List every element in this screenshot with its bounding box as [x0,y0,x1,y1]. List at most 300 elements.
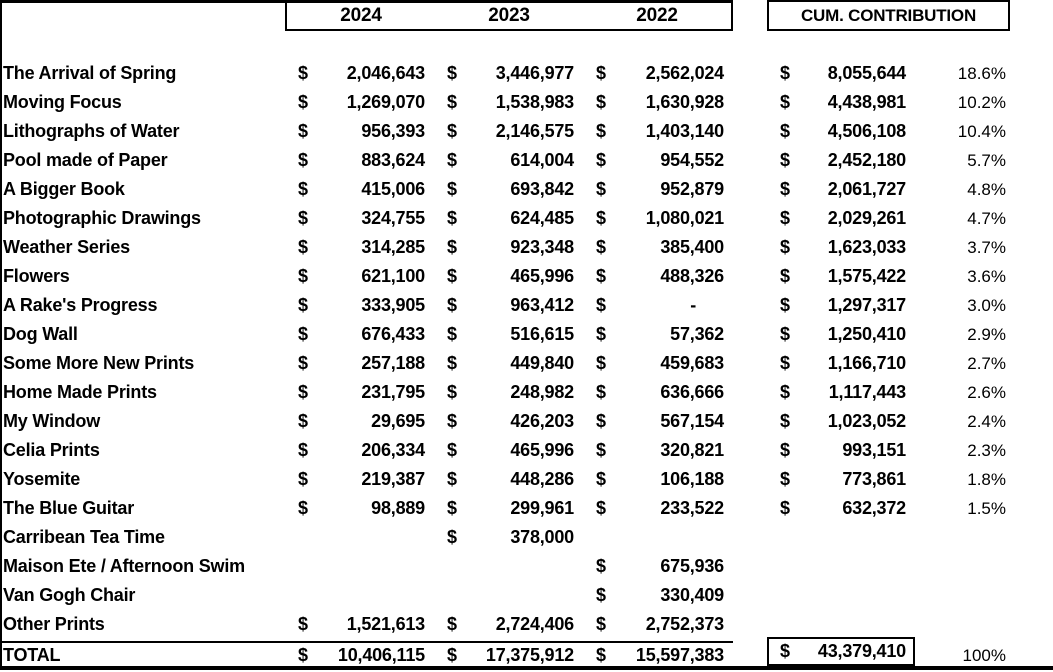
currency-symbol: $ [596,382,606,402]
cell-cum[interactable] [767,262,915,291]
cell-2024[interactable] [285,233,434,262]
cell-value: 465,996 [510,266,574,286]
cell-cum[interactable] [767,436,915,465]
currency-symbol: $ [298,266,308,286]
cell-value: 15,597,383 [635,645,724,665]
cell-label[interactable] [0,175,285,204]
table-row [0,581,1053,610]
currency-symbol: $ [596,121,606,141]
cell-pct[interactable] [915,610,1010,639]
currency-symbol: $ [298,440,308,460]
cell-2024[interactable] [285,320,434,349]
cell-value: 1,080,021 [645,208,724,228]
cell-2023[interactable] [434,494,583,523]
table-row [0,59,1053,88]
cell-label[interactable] [0,204,285,233]
cell-cum[interactable] [767,291,915,320]
cell-2024[interactable] [285,291,434,320]
cell-label[interactable] [0,581,285,610]
cell-label[interactable] [0,320,285,349]
currency-symbol: $ [298,121,308,141]
cell-value: 320,821 [660,440,724,460]
cell-2022[interactable] [583,643,733,668]
cell-value: 676,433 [361,324,425,344]
cum-contribution-header[interactable]: CUM. CONTRIBUTION [767,0,1010,31]
cell-pct[interactable] [915,643,1010,668]
cell-value: 29,695 [371,411,425,431]
cell-2022[interactable] [583,494,733,523]
cell-value: 636,666 [660,382,724,402]
cell-2024[interactable] [285,407,434,436]
pct-value: 2.3% [967,440,1006,460]
currency-symbol: $ [447,63,457,83]
cell-value: 10,406,115 [337,645,425,665]
cell-2023[interactable] [434,436,583,465]
cell-2023[interactable] [434,523,583,552]
cell-value: 624,485 [510,208,574,228]
cell-2024[interactable] [285,349,434,378]
currency-symbol: $ [447,208,457,228]
cell-label[interactable] [0,88,285,117]
margin-cell [1010,349,1053,378]
currency-symbol: $ [298,645,308,665]
cell-2022[interactable] [583,146,733,175]
cell-pct[interactable] [915,117,1010,146]
cell-value: - [690,295,696,315]
cell-2024[interactable] [285,146,434,175]
cell-pct[interactable] [915,320,1010,349]
margin-cell [1010,523,1053,552]
row-label: Photographic Drawings [3,208,201,228]
gap-cell [733,465,767,494]
row-label: Weather Series [3,237,130,257]
cell-2022[interactable] [583,552,733,581]
pct-value: 3.6% [967,266,1006,286]
cell-cum[interactable] [767,523,915,552]
cell-value: 448,286 [510,469,574,489]
row-label: Flowers [3,266,70,286]
cell-2023[interactable] [434,233,583,262]
cell-cum[interactable] [767,88,915,117]
gap-cell [733,581,767,610]
pct-value: 100% [962,645,1006,665]
row-label: Dog Wall [3,324,78,344]
cell-value: 632,372 [842,498,906,518]
cell-value: 248,982 [510,382,574,402]
cell-value: 773,861 [842,469,906,489]
pct-value: 2.9% [967,324,1006,344]
cell-2023[interactable] [434,320,583,349]
cell-2023[interactable] [434,262,583,291]
cell-value: 952,879 [660,179,724,199]
currency-symbol: $ [780,237,790,257]
currency-symbol: $ [447,411,457,431]
cell-2022[interactable] [583,436,733,465]
cell-cum[interactable] [767,552,915,581]
cell-cum[interactable] [767,320,915,349]
gap-cell [733,59,767,88]
margin-cell [1010,291,1053,320]
cell-2022[interactable] [583,59,733,88]
cell-value: 1,521,613 [346,614,425,634]
gap-cell [733,175,767,204]
cell-value: 465,996 [510,440,574,460]
cell-2022[interactable] [583,320,733,349]
currency-symbol: $ [298,295,308,315]
currency-symbol: $ [447,179,457,199]
currency-symbol: $ [298,92,308,112]
rows [0,59,1053,639]
cell-cum[interactable] [767,117,915,146]
cell-value: 1,023,052 [827,411,906,431]
cell-2024[interactable] [285,610,434,639]
year-header-2022[interactable]: 2022 [636,4,678,26]
currency-symbol: $ [780,498,790,518]
cell-2023[interactable] [434,59,583,88]
cell-2024[interactable] [285,552,434,581]
cell-2023[interactable] [434,610,583,639]
currency-symbol: $ [780,324,790,344]
cell-value: 2,046,643 [346,63,425,83]
gap-cell [733,291,767,320]
gap-cell [733,320,767,349]
cell-2023[interactable] [434,407,583,436]
cell-value: 2,029,261 [827,208,906,228]
pct-value: 1.8% [967,469,1006,489]
cell-2023[interactable] [434,117,583,146]
cell-2024[interactable] [285,117,434,146]
margin-cell [1010,436,1053,465]
cell-2024[interactable] [285,204,434,233]
cell-pct[interactable] [915,59,1010,88]
margin-cell [1010,59,1053,88]
currency-symbol: $ [298,614,308,634]
pct-value: 2.4% [967,411,1006,431]
cell-value: 1,623,033 [827,237,906,257]
currency-symbol: $ [298,179,308,199]
cell-value: 516,615 [510,324,574,344]
pct-value: 3.7% [967,237,1006,257]
cell-label[interactable] [0,59,285,88]
cell-pct[interactable] [915,436,1010,465]
cell-2024[interactable] [285,88,434,117]
currency-symbol: $ [596,614,606,634]
currency-symbol: $ [596,585,606,605]
currency-symbol: $ [780,440,790,460]
cell-2024[interactable] [285,378,434,407]
currency-symbol: $ [596,92,606,112]
row-label: Home Made Prints [3,382,157,402]
cell-label[interactable] [0,349,285,378]
cell-value: 449,840 [510,353,574,373]
row-label: My Window [3,411,101,431]
currency-symbol: $ [780,63,790,83]
currency-symbol: $ [298,411,308,431]
cell-value: 385,400 [660,237,724,257]
cell-2022[interactable] [583,610,733,639]
cell-label[interactable] [0,378,285,407]
cell-pct[interactable] [915,552,1010,581]
currency-symbol: $ [596,440,606,460]
currency-symbol: $ [596,150,606,170]
cell-cum[interactable] [767,146,915,175]
cell-pct[interactable] [915,407,1010,436]
cell-2023[interactable] [434,552,583,581]
currency-symbol: $ [298,324,308,344]
cell-value: 963,412 [510,295,574,315]
cell-value: 426,203 [510,411,574,431]
currency-symbol: $ [596,411,606,431]
cell-cum[interactable] [767,204,915,233]
cell-cum[interactable] [767,349,915,378]
cell-2022[interactable] [583,175,733,204]
cell-2022[interactable] [583,378,733,407]
cell-label[interactable] [0,523,285,552]
cell-cum[interactable] [767,59,915,88]
cell-cum[interactable] [767,581,915,610]
cell-2024[interactable] [285,465,434,494]
margin-cell [1010,175,1053,204]
cell-cum[interactable] [767,407,915,436]
cell-pct[interactable] [915,581,1010,610]
margin-cell [1010,262,1053,291]
cell-2022[interactable] [583,233,733,262]
cell-pct[interactable] [915,146,1010,175]
cell-pct[interactable] [915,291,1010,320]
cell-label[interactable] [0,552,285,581]
cell-2024[interactable] [285,59,434,88]
cell-value: 2,724,406 [495,614,574,634]
cell-value: 333,905 [361,295,425,315]
cell-label[interactable] [0,643,285,668]
cell-cum[interactable] [767,494,915,523]
cell-2024[interactable] [285,523,434,552]
currency-symbol: $ [780,179,790,199]
cell-2023[interactable] [434,146,583,175]
cell-label[interactable] [0,610,285,639]
cell-value: 1,250,410 [827,324,906,344]
row-label: Moving Focus [3,92,122,112]
cell-value: 4,438,981 [827,92,906,112]
margin-cell [1010,610,1053,639]
cell-value: 675,936 [660,556,724,576]
cell-2024[interactable] [285,175,434,204]
table-row [0,407,1053,436]
margin-cell [1010,117,1053,146]
cell-label[interactable] [0,233,285,262]
gap-cell [733,407,767,436]
currency-symbol: $ [780,295,790,315]
cell-value: 1,297,317 [827,295,906,315]
cell-cum[interactable] [767,233,915,262]
table-row [0,146,1053,175]
cell-2022[interactable] [583,407,733,436]
cell-2022[interactable] [583,349,733,378]
currency-symbol: $ [298,353,308,373]
margin-cell [1010,88,1053,117]
currency-symbol: $ [596,208,606,228]
cell-2022[interactable] [583,291,733,320]
cell-value: 219,387 [361,469,425,489]
cell-2022[interactable] [583,204,733,233]
cell-label[interactable] [0,146,285,175]
currency-symbol: $ [780,469,790,489]
cell-label[interactable] [0,291,285,320]
currency-symbol: $ [447,353,457,373]
cell-value: 614,004 [510,150,574,170]
row-label: Other Prints [3,614,105,634]
cell-value: 567,154 [660,411,724,431]
currency-symbol: $ [447,121,457,141]
table-row [0,523,1053,552]
cum-total-box[interactable] [767,637,915,666]
gap-cell [733,436,767,465]
year-header-2023[interactable]: 2023 [488,4,530,26]
cell-value: 330,409 [660,585,724,605]
cell-2022[interactable] [583,262,733,291]
cell-value: 956,393 [361,121,425,141]
margin-cell [1010,146,1053,175]
cell-2022[interactable] [583,465,733,494]
gap-cell [733,204,767,233]
cell-value: 415,006 [361,179,425,199]
gap-cell [733,117,767,146]
cell-label[interactable] [0,436,285,465]
cell-value: 378,000 [510,527,574,547]
cell-value: 314,285 [361,237,425,257]
pct-value: 10.2% [957,92,1006,112]
cell-label[interactable] [0,465,285,494]
currency-symbol: $ [447,614,457,634]
table-row [0,436,1053,465]
cell-value: 2,146,575 [495,121,574,141]
cell-label[interactable] [0,117,285,146]
table-row [0,610,1053,639]
currency-symbol: $ [780,150,790,170]
cell-2023[interactable] [434,291,583,320]
cell-2024[interactable] [285,436,434,465]
table-row [0,262,1053,291]
currency-symbol: $ [298,469,308,489]
cell-2023[interactable] [434,349,583,378]
margin-cell [1010,581,1053,610]
cell-value: 17,375,912 [485,645,574,665]
cell-2024[interactable] [285,262,434,291]
currency-symbol: $ [780,208,790,228]
cell-2022[interactable] [583,117,733,146]
row-label: Celia Prints [3,440,100,460]
cell-value: 324,755 [361,208,425,228]
cell-label[interactable] [0,407,285,436]
table-row [0,494,1053,523]
pct-value: 3.0% [967,295,1006,315]
gap-cell [733,610,767,639]
cell-2023[interactable] [434,378,583,407]
cell-2024[interactable] [285,581,434,610]
currency-symbol: $ [780,92,790,112]
currency-symbol: $ [780,353,790,373]
table-row [0,233,1053,262]
currency-symbol: $ [596,237,606,257]
cell-pct[interactable] [915,378,1010,407]
cell-2023[interactable] [434,643,583,668]
cell-2023[interactable] [434,204,583,233]
currency-symbol: $ [780,121,790,141]
cell-cum[interactable] [767,378,915,407]
currency-symbol: $ [447,645,457,665]
currency-symbol: $ [596,353,606,373]
currency-symbol: $ [447,295,457,315]
cell-cum[interactable] [767,175,915,204]
cell-value: 1,630,928 [645,92,724,112]
cell-2023[interactable] [434,581,583,610]
cell-value: 2,452,180 [827,150,906,170]
pct-value: 2.6% [967,382,1006,402]
currency-symbol: $ [298,382,308,402]
margin-cell [1010,643,1053,668]
cell-cum[interactable] [767,465,915,494]
cell-value: 2,562,024 [645,63,724,83]
cell-2024[interactable] [285,643,434,668]
cell-pct[interactable] [915,204,1010,233]
pct-value: 1.5% [967,498,1006,518]
cell-2023[interactable] [434,465,583,494]
row-label: A Rake's Progress [3,295,158,315]
margin-cell [1010,320,1053,349]
cell-2023[interactable] [434,175,583,204]
currency-symbol: $ [447,324,457,344]
gap-cell [733,146,767,175]
cell-value: 4,506,108 [827,121,906,141]
row-label: The Arrival of Spring [3,63,177,83]
cell-2024[interactable] [285,494,434,523]
table-row [0,349,1053,378]
cell-value: 993,151 [842,440,906,460]
table-row [0,175,1053,204]
cell-label[interactable] [0,494,285,523]
currency-symbol: $ [447,469,457,489]
cell-pct[interactable] [915,349,1010,378]
currency-symbol: $ [298,208,308,228]
cell-value: 1,538,983 [495,92,574,112]
currency-symbol: $ [596,295,606,315]
cell-pct[interactable] [915,262,1010,291]
cell-2022[interactable] [583,523,733,552]
table-row [0,552,1053,581]
cell-pct[interactable] [915,88,1010,117]
currency-symbol: $ [780,411,790,431]
year-header-2024[interactable]: 2024 [340,4,382,26]
cell-pct[interactable] [915,175,1010,204]
cell-cum[interactable] [767,610,915,639]
margin-cell [1010,233,1053,262]
cell-pct[interactable] [915,465,1010,494]
cell-2023[interactable] [434,88,583,117]
currency-symbol: $ [780,266,790,286]
cell-2022[interactable] [583,88,733,117]
currency-symbol: $ [447,527,457,547]
cell-label[interactable] [0,262,285,291]
currency-symbol: $ [447,440,457,460]
cell-value: 231,795 [361,382,425,402]
cell-pct[interactable] [915,233,1010,262]
currency-symbol: $ [298,498,308,518]
cell-pct[interactable] [915,494,1010,523]
cell-pct[interactable] [915,523,1010,552]
cell-2022[interactable] [583,581,733,610]
pct-value: 4.7% [967,208,1006,228]
cell-value: 233,522 [660,498,724,518]
